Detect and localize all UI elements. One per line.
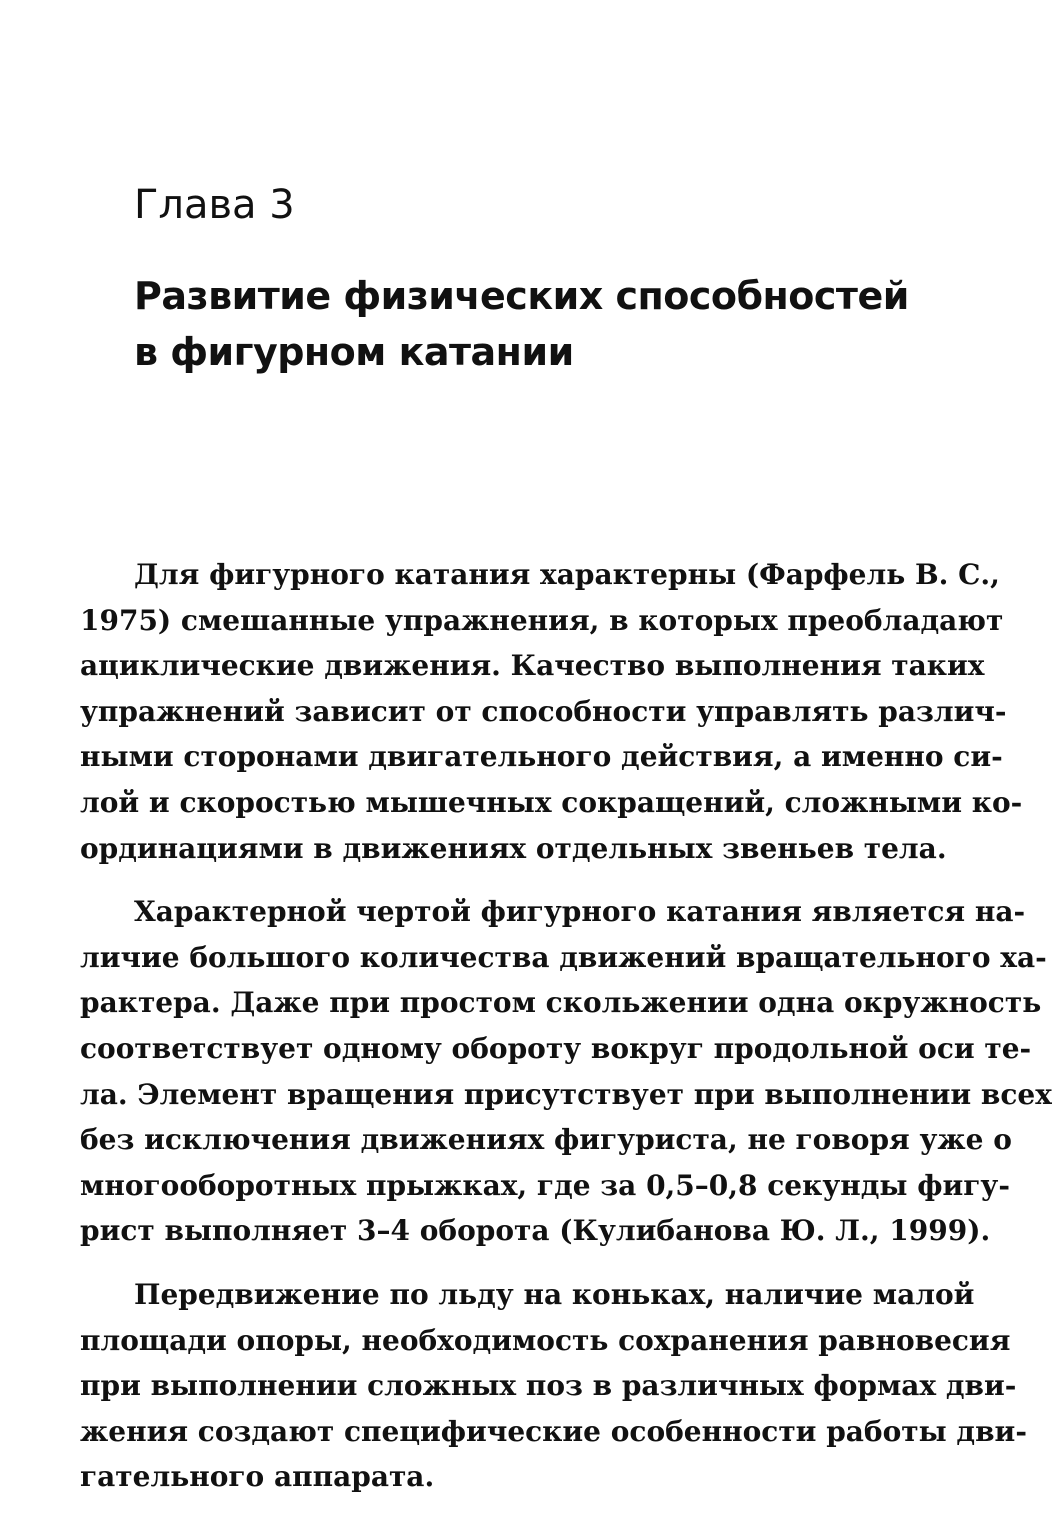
text-line: площади опоры, необходимость сохранения равновесия: [80, 1323, 1011, 1357]
body-text: [80, 552, 1052, 1518]
text-line: при выполнении сложных поз в различных формах дви-: [80, 1369, 1017, 1403]
chapter-title-line: в фигурном катании: [134, 330, 574, 374]
text-line: лой и скоростью мышечных сокращений, сложными ко-: [80, 785, 1023, 819]
paragraph-3: [80, 1272, 1027, 1500]
chapter-title-line: Развитие физических способностей: [134, 274, 909, 318]
text-line: упражнений зависит от способности управлять различ-: [80, 694, 1007, 728]
text-line: ациклические движения. Качество выполнения таких: [80, 649, 985, 683]
text-line: рист выполняет 3–4 оборота (Кулибанова Ю. Л., 1999).: [80, 1214, 991, 1248]
text-line: Характерной чертой фигурного катания является на-: [134, 895, 1026, 929]
text-line: без исключения движениях фигуриста, не говоря уже о: [80, 1123, 1012, 1157]
text-line: Передвижение по льду на коньках, наличие малой: [134, 1277, 975, 1311]
text-line: рактера. Даже при простом скольжении одна окружность: [80, 986, 1042, 1020]
text-line: соответствует одному обороту вокруг продольной оси те-: [80, 1031, 1032, 1065]
text-line: гательного аппарата.: [80, 1460, 435, 1494]
text-line: ными сторонами двигательного действия, а именно си-: [80, 740, 1003, 774]
chapter-label: Глава 3: [134, 182, 295, 228]
text-line: ла. Элемент вращения присутствует при выполнении всех: [80, 1077, 1052, 1111]
paragraph-2: [80, 889, 1052, 1254]
text-line: Для фигурного катания характерны (Фарфель В. С.,: [134, 558, 1000, 591]
text-line: ординациями в движениях отдельных звеньев тела.: [80, 831, 947, 865]
text-line: многооборотных прыжках, где за 0,5–0,8 секунды фигу-: [80, 1168, 1010, 1202]
text-line: личие большого количества движений вращательного ха-: [80, 940, 1047, 974]
text-line: жения создают специфические особенности работы дви-: [80, 1414, 1027, 1448]
chapter-title: [134, 268, 934, 380]
text-line: 1975) смешанные упражнения, в которых преобладают: [80, 603, 1004, 637]
paragraph-1: [80, 552, 1023, 871]
